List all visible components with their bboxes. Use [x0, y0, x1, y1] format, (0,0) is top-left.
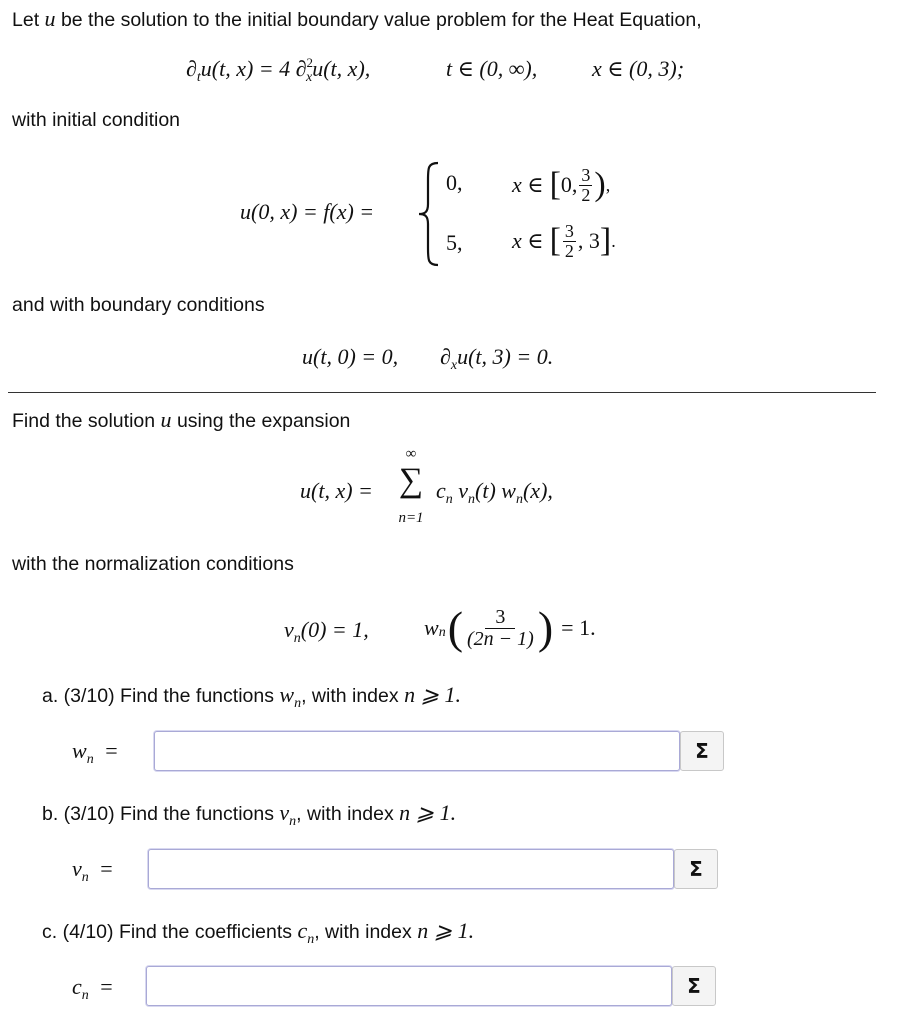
expansion-label-suffix: using the expansion [176, 410, 351, 432]
sum-lower-limit: n=1 [398, 510, 424, 526]
x-domain: x ∈ (0, 3); [592, 56, 685, 81]
section-divider [8, 392, 876, 393]
boundary-condition-label: and with boundary conditions [12, 294, 265, 316]
expansion-label-prefix: Find the solution [12, 410, 156, 432]
case2-close-bracket: ] [599, 222, 612, 259]
term-w: (t) w [475, 478, 516, 503]
term-w-sub: n [515, 492, 523, 507]
answer-w-input[interactable] [154, 731, 680, 771]
initial-lhs: u(0, x) = f(x) = [240, 199, 375, 224]
sigma-icon: Σ [689, 857, 703, 881]
part-c-var: c [297, 918, 308, 943]
part-c-question [42, 918, 475, 947]
answer-c-input[interactable] [146, 966, 672, 1006]
part-a-prefix: a. (3/10) Find the functions [42, 685, 274, 707]
part-c-var-sub: n [307, 932, 315, 947]
t-domain: t ∈ (0, ∞), [446, 56, 538, 81]
part-c-prefix: c. (4/10) Find the coefficients [42, 921, 293, 943]
term-c: c [436, 478, 446, 503]
part-b-var: v [279, 800, 290, 825]
boundary-right [440, 344, 554, 373]
case2-cond: x ∈ [512, 228, 544, 253]
case1-close-paren: ) [594, 166, 606, 203]
case1-condition [512, 160, 610, 210]
norm-close-paren: ) [537, 602, 554, 653]
normalization-v [284, 617, 369, 646]
equation-editor-v-button[interactable] [674, 849, 718, 889]
case1-fraction [579, 166, 592, 205]
initial-condition-label: with initial condition [12, 109, 181, 131]
norm-v: v [284, 617, 294, 642]
case1-value: 0, [446, 170, 463, 195]
part-b-prefix: b. (3/10) Find the functions [42, 803, 274, 825]
case2-value: 5, [446, 230, 463, 255]
case2-den: 2 [564, 240, 574, 261]
pde-lhs: u(t, x) = 4 ∂ [200, 56, 307, 81]
norm-rhs: = 1. [561, 615, 596, 640]
case2-period: . [611, 230, 616, 251]
norm-w-sub: n [438, 625, 446, 640]
sigma-icon: Σ [687, 974, 701, 998]
term-c-sub: n [445, 492, 453, 507]
norm-v-rest: (0) = 1, [300, 617, 369, 642]
normalization-label: with the normalization conditions [12, 553, 294, 575]
part-a-label-sub: n [86, 752, 94, 767]
part-b-index-text: , with index [296, 803, 394, 825]
answer-v-input[interactable] [148, 849, 674, 889]
term-x: (x), [522, 478, 553, 503]
boundary-sub-x: x [450, 358, 458, 373]
case2-fraction [563, 222, 576, 261]
intro-suffix: be the solution to the initial boundary value problem for the Heat Equation, [60, 9, 702, 31]
part-a-var-sub: n [294, 696, 302, 711]
term-v: v [458, 478, 469, 503]
norm-open-paren: ( [447, 602, 464, 653]
part-c-answer-label [72, 974, 113, 1003]
intro-text [12, 6, 702, 32]
part-c-cond: n ⩾ 1. [417, 918, 475, 943]
part-b-label-sub: n [81, 870, 89, 885]
pde-rhs: u(t, x), [312, 56, 371, 81]
expansion-label [12, 407, 350, 433]
pde-sub-t: t [196, 70, 201, 85]
case1-lo: 0, [560, 172, 578, 197]
pde-sub-x: x [306, 70, 313, 85]
case1-cond: x ∈ [512, 172, 544, 197]
case1-den: 2 [581, 184, 591, 205]
sum-icon: ∑ [398, 462, 424, 499]
intro-prefix: Let [12, 9, 40, 31]
part-a-question [42, 682, 461, 711]
part-c-label-eq: = [100, 974, 113, 999]
boundary-partial: ∂ [440, 344, 451, 369]
part-a-label-w: w [72, 738, 87, 763]
norm-v-sub: n [293, 631, 301, 646]
expansion-label-var: u [160, 407, 172, 432]
part-a-answer-label [72, 738, 118, 767]
norm-num: 3 [485, 607, 515, 629]
pde-sup: 2 [306, 55, 314, 70]
equation-editor-c-button[interactable] [672, 966, 716, 1006]
part-b-var-sub: n [289, 814, 297, 829]
part-c-label-c: c [72, 974, 82, 999]
sigma-icon: Σ [695, 739, 709, 763]
part-b-label-v: v [72, 856, 82, 881]
case2-num: 3 [564, 220, 574, 241]
case1-num: 3 [581, 164, 591, 185]
expansion-term [436, 478, 553, 507]
expansion-lhs: u(t, x) = [300, 478, 373, 503]
norm-w: w [424, 615, 439, 640]
part-a-index-text: , with index [301, 685, 399, 707]
boundary-rhs: u(t, 3) = 0. [457, 344, 554, 369]
case1-comma: , [605, 174, 611, 195]
part-a-var: w [279, 682, 295, 707]
part-b-question [42, 800, 457, 829]
part-c-label-sub: n [81, 988, 89, 1003]
intro-var: u [44, 6, 56, 31]
pde-partial: ∂ [186, 56, 197, 81]
part-c-index-text: , with index [314, 921, 412, 943]
part-a-cond: n ⩾ 1. [404, 682, 461, 707]
heat-equation [186, 55, 371, 85]
equation-editor-w-button[interactable] [680, 731, 724, 771]
case2-open-bracket: [ [549, 222, 561, 259]
piecewise-brace-icon [416, 160, 442, 268]
case1-open-bracket: [ [549, 166, 561, 203]
part-b-label-eq: = [100, 856, 113, 881]
case2-hi: , 3 [577, 228, 600, 253]
part-b-answer-label [72, 856, 113, 885]
part-b-cond: n ⩾ 1. [399, 800, 457, 825]
norm-den: (2n − 1) [467, 627, 534, 650]
part-a-label-eq: = [105, 738, 118, 763]
normalization-w [424, 594, 596, 662]
term-v-sub: n [468, 492, 476, 507]
boundary-left: u(t, 0) = 0, [302, 344, 399, 369]
case2-condition [512, 216, 616, 266]
norm-fraction [465, 607, 536, 650]
sum-upper-limit: ∞ [405, 446, 417, 462]
